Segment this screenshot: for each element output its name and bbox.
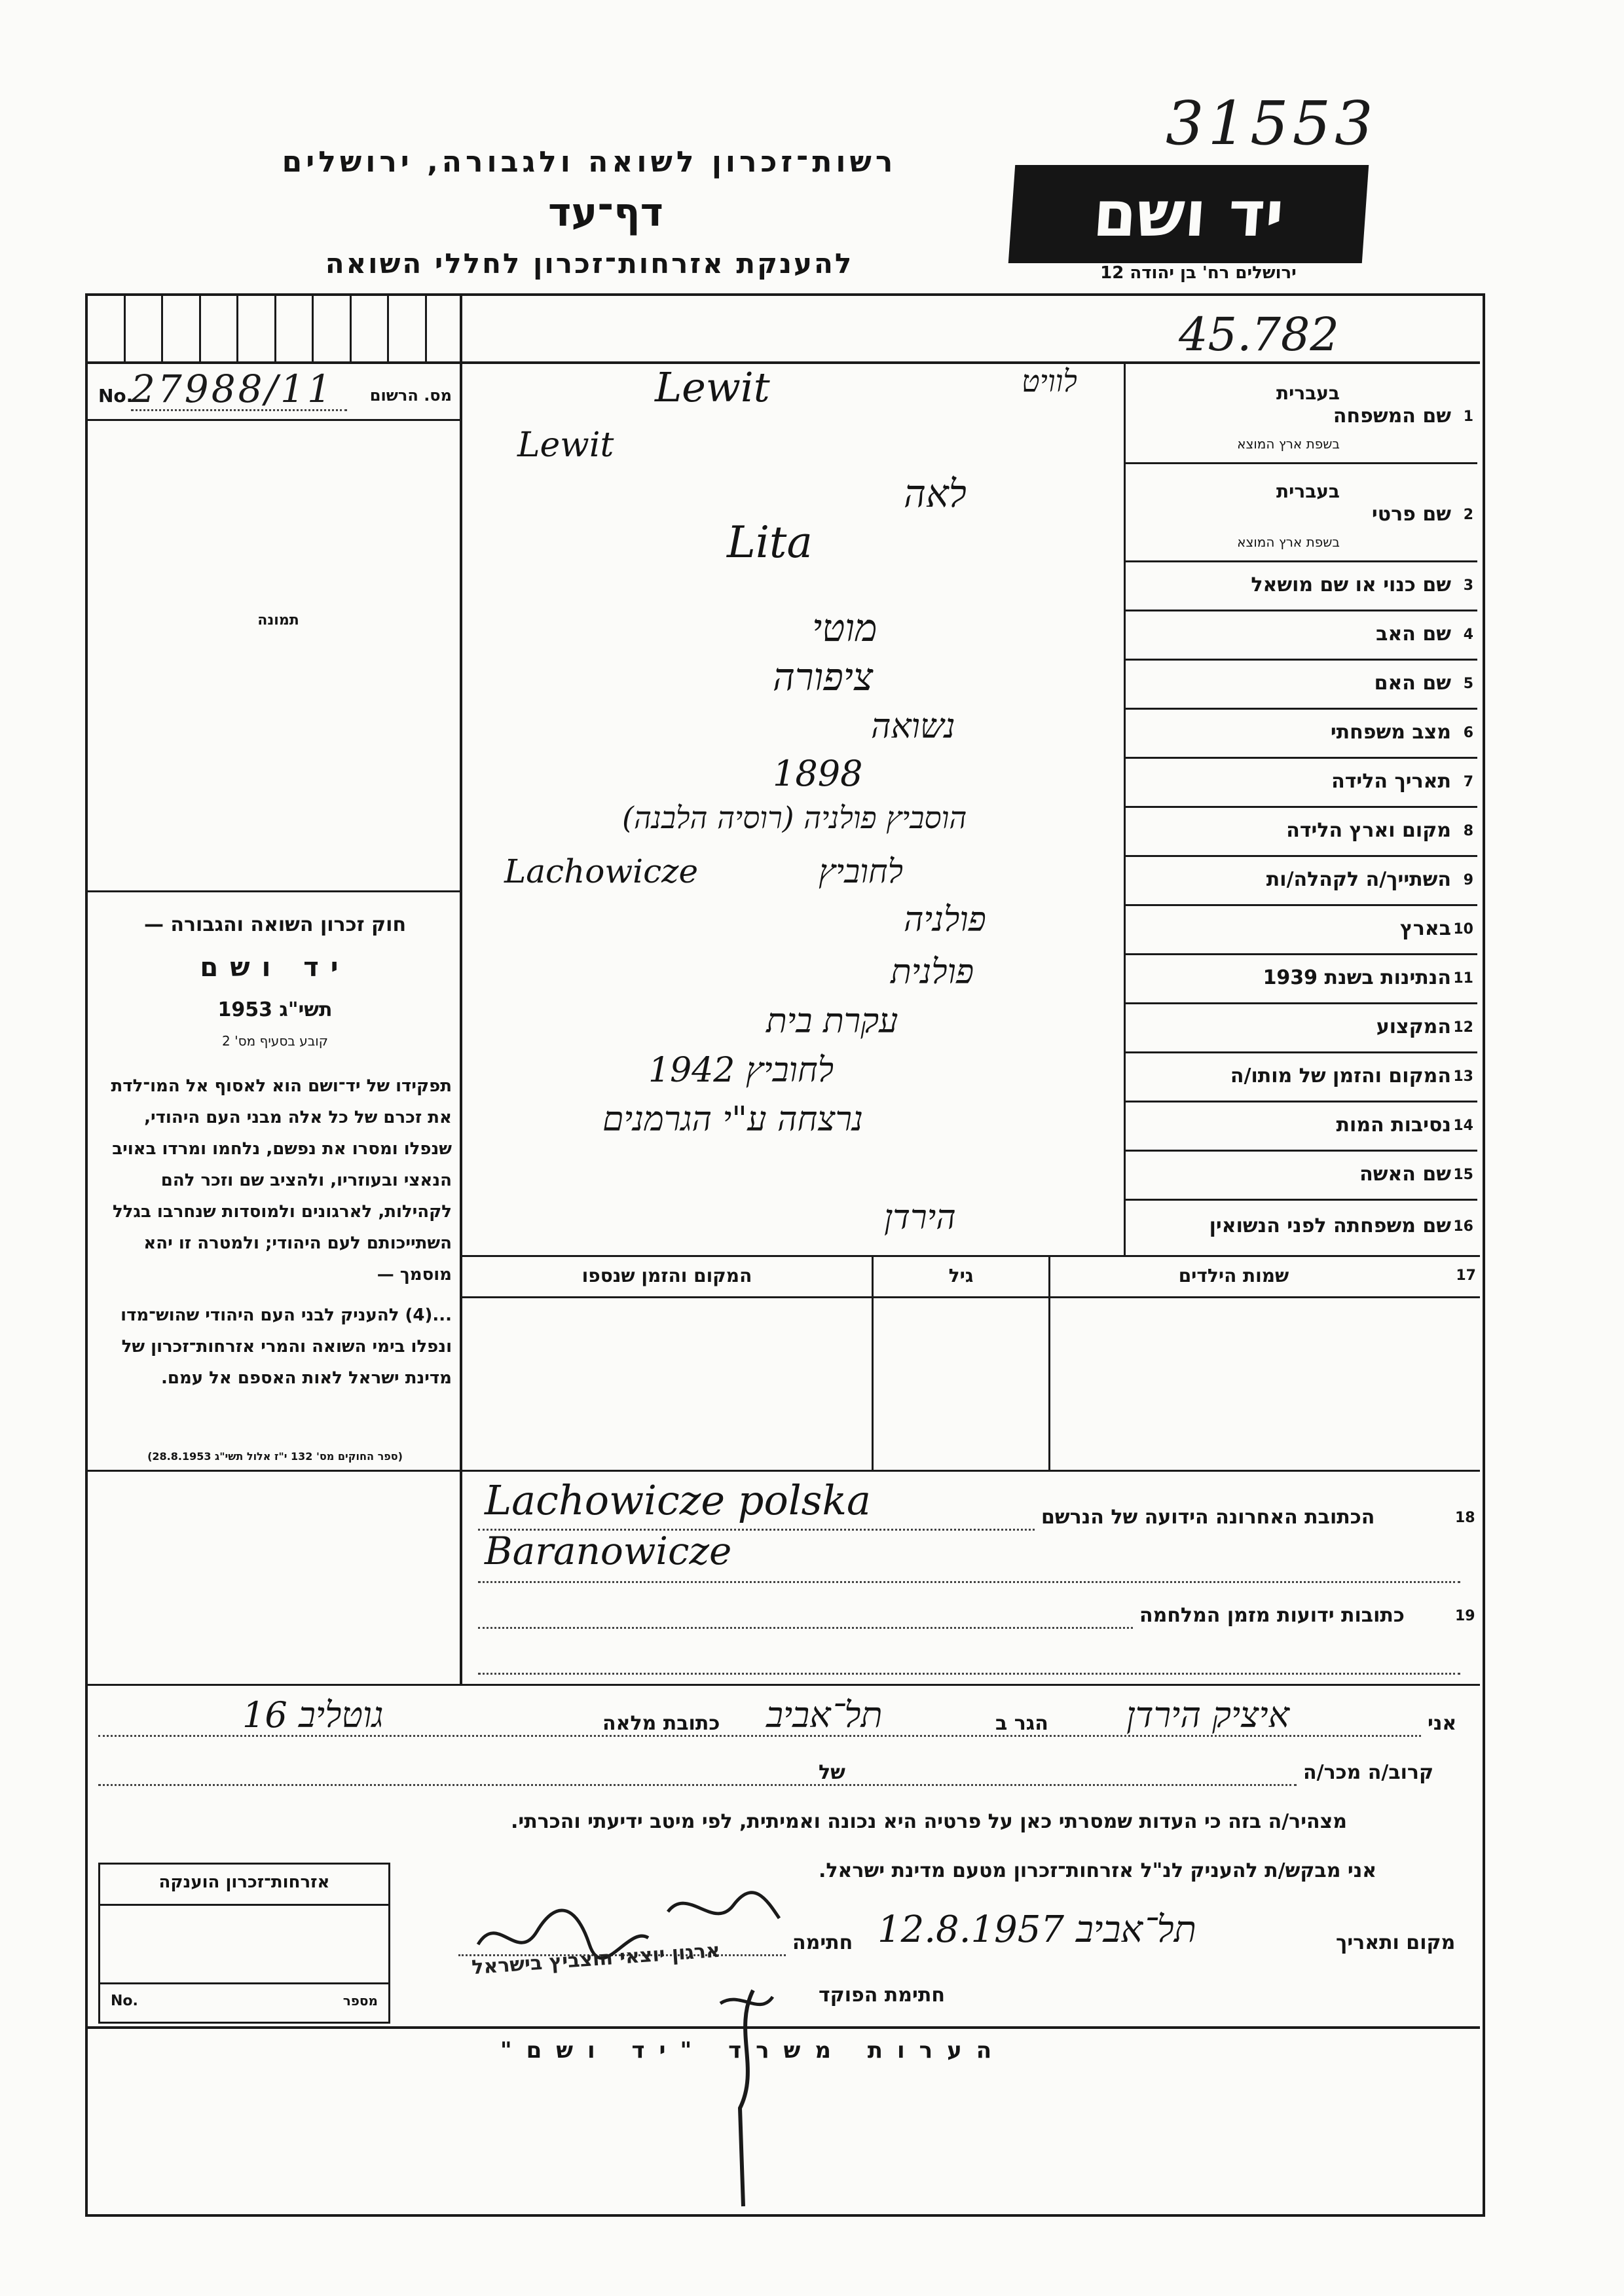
law-name: יד ושם: [200, 953, 350, 983]
field-19-line-2: [478, 1673, 1460, 1675]
field-13-num: 13: [1453, 1068, 1473, 1085]
field-15-num: 15: [1453, 1167, 1473, 1183]
field-16-label: שם משפחתה לפני הנשואין: [1209, 1214, 1451, 1237]
office-notes: הערות משרד "יד ושם": [500, 2037, 1006, 2064]
field-11-value: פולנית: [891, 953, 974, 992]
field-6-value: נשואה: [871, 707, 955, 746]
children-col-age: גיל: [948, 1265, 974, 1286]
decl-address-label: כתובת מלאה: [602, 1712, 720, 1735]
field-16-num: 16: [1453, 1218, 1473, 1235]
declaration-top-rule: [88, 1684, 1480, 1686]
sidebar-divider: [460, 296, 462, 1684]
decl-place-date-label: מקום ותאריך: [1336, 1931, 1456, 1954]
field-14-value: נרצחה ע"י הגרמנים: [602, 1100, 863, 1139]
children-bottom-rule: [88, 1470, 1480, 1472]
decl-ani-value: איציק הירדן: [1126, 1694, 1290, 1736]
field-8-num: 8: [1463, 823, 1473, 839]
field-18-label: הכתובת האחרונה הידועה של הנרשם: [1041, 1506, 1375, 1529]
field-18-value-2: Baranowicze: [485, 1529, 732, 1573]
field-1-value-local: Lewit: [655, 363, 770, 411]
law-title: חוק זכרון השואה והגבורה —: [143, 913, 407, 936]
field-7-value: 1898: [773, 753, 863, 794]
field-19-num: 19: [1455, 1608, 1475, 1624]
field-9-value: לחוביץ: [819, 852, 904, 890]
children-table-num: 17: [1456, 1267, 1476, 1284]
field-2-num: 2: [1463, 507, 1473, 523]
field-14-num: 14: [1453, 1118, 1473, 1134]
field-19-line: [478, 1627, 1133, 1629]
decl-resides: הגר ב: [995, 1712, 1048, 1735]
registration-line: [131, 409, 347, 411]
field-1-sub-local: בשפת ארץ המוצא: [1237, 436, 1340, 452]
field-4-num: 4: [1463, 627, 1473, 643]
logo-address: ירושלים רח' בן יהודה 12: [1100, 263, 1297, 283]
decl-place-date-value: תל־אביב 12.8.1957: [877, 1908, 1196, 1951]
citizenship-box: [98, 1863, 390, 2024]
field-2-label: שם פרטי: [1371, 503, 1451, 526]
field-8-label: מקום וארץ הלידה: [1286, 819, 1451, 842]
law-body: תפקידו של יד־ושם הוא לאסוף אל המו־לדת את זכרם של כל אלה מבני העם היהודי, שנפלו ומסרו את נפשם, נלחמו ומרדו באויב הנאצי ובעוזריו, ולהציב שם וזכר להם לקהילות, לארגונים ולמוסדות שנחרבו בגלל השתייכותם לעם היהודי; ולמטרה זו יהא מוסמך —: [111, 1076, 452, 1285]
field-7-num: 7: [1463, 774, 1473, 790]
field-16-value: הירדן: [884, 1198, 956, 1237]
decl-of-label: של: [819, 1761, 845, 1784]
field-8-value: הוסביץ פולניה (רוסיה הלבנה): [622, 800, 967, 835]
field-18-num: 18: [1455, 1510, 1475, 1526]
decl-statement: מצהיר/ה בזה כי העדות שמסרתי כאן על פרטיה היא נכונה ואמיתית, לפי מיטב ידיעתי והכרתי.: [511, 1810, 1347, 1833]
registration-field: [98, 367, 452, 419]
law-clause: קובע בסעיף מס' 2: [222, 1033, 328, 1049]
field-labels: [1126, 364, 1477, 1254]
law-year: תשי"ג 1953: [217, 998, 333, 1021]
children-table: [462, 1257, 1480, 1470]
citizenship-title: אזרחות־זכרון הוענקה: [158, 1872, 330, 1892]
stamp-text: ארגון יוצאי הוצביץ בישראל: [471, 1939, 721, 1980]
decl-ani: אני: [1428, 1712, 1457, 1735]
yad-vashem-logo: [1008, 165, 1369, 263]
field-13-label: המקום והזמן של מותו/ה: [1230, 1065, 1451, 1087]
field-9-label: השתייך/ה לקהלה/ות: [1266, 868, 1451, 891]
notes-rule: [88, 2026, 1480, 2029]
children-col-names: שמות הילדים: [1178, 1265, 1289, 1286]
field-11-label: הנתינות בשנת 1939: [1263, 966, 1451, 989]
field-18-line-2: [478, 1581, 1460, 1583]
field-1-value-local2: Lewit: [517, 426, 614, 465]
photo-label: תמונה: [257, 612, 299, 629]
field-2-sub-hebrew: בעברית: [1276, 481, 1340, 502]
citizenship-mispar: מספר: [342, 1993, 378, 2009]
serial-number: 31553: [1166, 88, 1377, 158]
field-4-label: שם האב: [1376, 623, 1451, 646]
field-6-label: מצב משפחתי: [1330, 721, 1451, 744]
field-2-value-hebrew: לאה: [904, 471, 967, 516]
field-14-label: נסיבות המות: [1336, 1114, 1451, 1137]
field-9-value-local: Lachowicze: [504, 852, 699, 890]
field-9-num: 9: [1463, 872, 1473, 888]
photo-rule: [88, 890, 460, 892]
field-7-label: תאריך הלידה: [1331, 770, 1451, 793]
field-4-value: מוטי: [812, 606, 877, 650]
field-1-sub-hebrew: בעברית: [1276, 382, 1340, 404]
registration-value: 27988/11: [131, 367, 334, 411]
decl-address-value: גוטליב 16: [242, 1694, 384, 1736]
field-18-value: Lachowicze polska: [485, 1476, 871, 1524]
decl-relative-label: קרוב/ה מכר/ה: [1303, 1761, 1434, 1784]
decl-resides-value: תל־אביב: [766, 1694, 883, 1736]
field-12-value: עקרת בית: [766, 1002, 898, 1041]
field-5-label: שם האם: [1374, 672, 1451, 695]
top-number: 45.782: [1179, 308, 1339, 361]
decl-line-2: [98, 1784, 1297, 1786]
field-1-value-hebrew: לוויט: [1022, 363, 1077, 399]
decl-request: אני מבקש/ת להעניק לנ"ל אזרחות־זכרון מטעם מדינת ישראל.: [819, 1859, 1377, 1882]
form-subtitle: להענקת אזרחות־זכרון לחללי השואה: [325, 247, 854, 280]
children-col-places: המקום והזמן שנספו: [581, 1265, 752, 1286]
field-2-sub-local: בשפת ארץ המוצא: [1237, 534, 1340, 550]
field-19-label: כתובות ידועות מזמן המלחמה: [1139, 1604, 1405, 1627]
law-footer: (ספר החוקים מס' 132 י"ז אלול תשי"ג 28.8.1953): [147, 1450, 403, 1463]
field-10-label: בארץ: [1399, 917, 1451, 940]
field-5-num: 5: [1463, 676, 1473, 692]
field-13-value: לחוביץ 1942: [648, 1051, 834, 1090]
decl-signature-label: חתימה: [792, 1931, 853, 1954]
registration-rule: [88, 419, 460, 421]
citizenship-no: No.: [111, 1993, 138, 2009]
decl-officer-label: חתימת הפוקד: [819, 1984, 945, 2007]
field-6-num: 6: [1463, 725, 1473, 741]
code-boxes: [88, 296, 462, 363]
authority-title: רשות־זכרון לשואה ולגבורה, ירושלים: [282, 145, 897, 179]
field-12-num: 12: [1453, 1019, 1473, 1036]
logo-text: יד ושם: [1090, 177, 1287, 251]
field-3-num: 3: [1463, 577, 1473, 594]
field-1-label: שם המשפחה: [1333, 405, 1451, 428]
field-12-label: המקצוע: [1376, 1015, 1451, 1038]
decl-line-1: [98, 1735, 1421, 1737]
form-title: דף־עד: [548, 190, 663, 236]
field-3-label: שם כנוי או שם מושאל: [1251, 574, 1451, 596]
field-10-value: פולניה: [904, 900, 986, 939]
field-5-value: ציפורה: [773, 655, 874, 699]
law-body-2: ...(4) להעניק לבני העם היהודי שהוש־מדו ונפלו בימי השואה והמרי אזרחות־זכרון של מדינת ישראל לאות האספם אל עמם.: [120, 1305, 452, 1388]
field-1-num: 1: [1463, 409, 1473, 425]
field-2-value-local: Lita: [727, 517, 813, 568]
registration-he-label: מס. הרשום: [369, 386, 452, 405]
field-10-num: 10: [1453, 921, 1473, 938]
field-15-label: שם האשה: [1359, 1163, 1451, 1186]
registration-no-label: No.: [98, 385, 134, 407]
field-11-num: 11: [1453, 970, 1473, 987]
